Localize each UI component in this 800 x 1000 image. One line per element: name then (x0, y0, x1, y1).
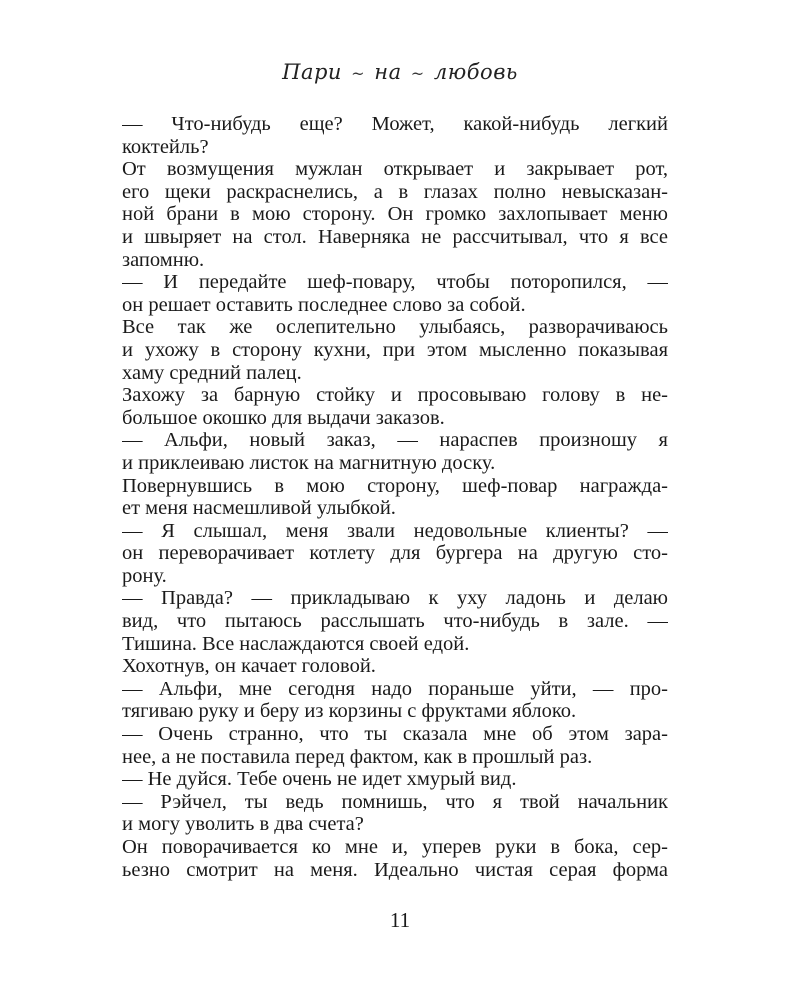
text-line: Хохотнув, он качает головой. (122, 655, 376, 678)
text-line: — Рэйчел, ты ведь помнишь, что я твой начальник (122, 790, 668, 813)
text-line: Тишина. Все наслаждаются своей едой. (122, 632, 470, 655)
text-line: он переворачивает котлету для бургера на другую сто- (122, 542, 668, 565)
text-line: хаму средний палец. (122, 361, 302, 384)
body-text (122, 113, 668, 881)
page-number: 11 (389, 908, 411, 932)
text-line: вид, что пытаюсь расслышать что-нибудь в зале. — (122, 610, 668, 633)
text-line: большое окошко для выдачи заказов. (122, 406, 445, 429)
text-line: его щеки раскраснелись, а в глазах полно невысказан- (122, 180, 668, 203)
text-line: — Очень странно, что ты сказала мне об этом зара- (122, 723, 668, 746)
text-line: нее, а не поставила перед фактом, как в прошлый раз. (122, 745, 593, 768)
text-line: — И передайте шеф-повару, чтобы поторопился, — (122, 271, 668, 294)
text-line: — Альфи, мне сегодня надо пораньше уйти, — про- (122, 677, 668, 700)
text-line: и ухожу в сторону кухни, при этом мысленно показывая (122, 338, 668, 361)
text-line: ной брани в мою сторону. Он громко захлопывает меню (122, 203, 668, 226)
text-line: — Я слышал, меня звали недовольные клиенты? — (122, 519, 668, 542)
text-line: коктейль? (122, 135, 209, 158)
running-header-word-2: на (374, 60, 402, 84)
text-line: — Альфи, новый заказ, — нараспев произношу я (122, 429, 668, 452)
running-header-word-3: любовь (433, 60, 518, 84)
running-header (0, 60, 800, 84)
text-line: — Не дуйся. Тебе очень не идет хмурый вид. (122, 768, 517, 791)
text-line: и приклеиваю листок на магнитную доску. (122, 451, 496, 474)
running-header-word-1: Пари (282, 60, 342, 84)
text-line: и могу уволить в два счета? (122, 813, 364, 836)
text-line: Он поворачивается ко мне и, уперев руки в бока, сер- (122, 836, 668, 858)
swash-ornament: ~ (410, 64, 425, 83)
text-line: ет меня насмешливой улыбкой. (122, 497, 396, 520)
text-line: запомню. (122, 248, 205, 271)
text-line: Повернувшись в мою сторону, шеф-повар награжда- (122, 474, 668, 497)
text-line: От возмущения мужлан открывает и закрывает рот, (122, 158, 668, 181)
swash-ornament: ~ (351, 64, 366, 83)
text-line: тягиваю руку и беру из корзины с фруктами яблоко. (122, 700, 577, 723)
text-line: рону. (122, 564, 167, 587)
text-line: он решает оставить последнее слово за собой. (122, 293, 526, 316)
text-line: Захожу за барную стойку и просовываю голову в не- (122, 384, 668, 407)
text-line: и швыряет на стол. Наверняка не рассчитывал, что я все (122, 225, 668, 248)
text-line: Все так же ослепительно улыбаясь, разворачиваюсь (122, 316, 668, 339)
text-line: ьезно смотрит на меня. Идеально чистая серая форма (122, 858, 668, 881)
text-line: — Что-нибудь еще? Может, какой-нибудь легкий (122, 113, 668, 135)
text-line: — Правда? — прикладываю к уху ладонь и делаю (122, 587, 668, 610)
